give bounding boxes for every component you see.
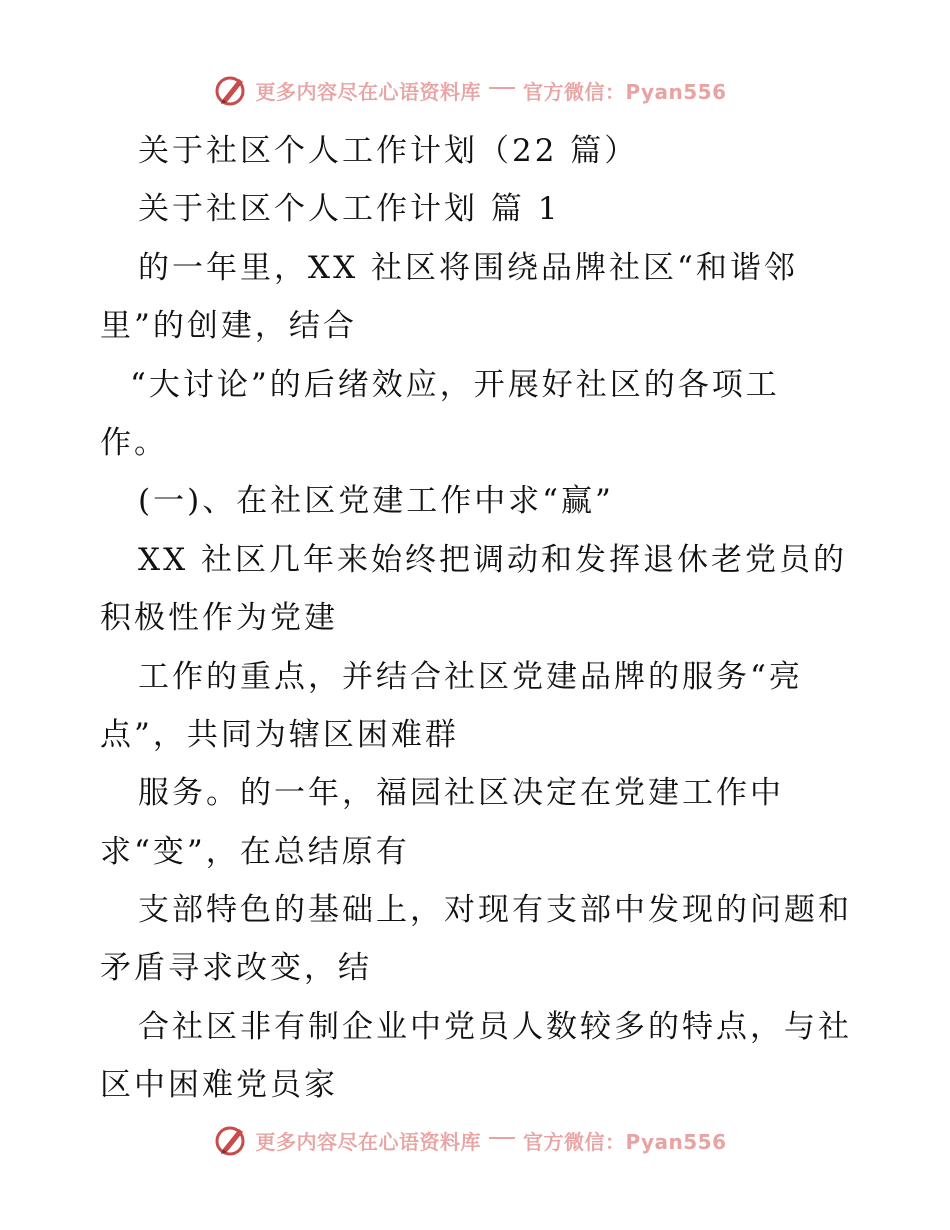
document-body bbox=[100, 122, 860, 1115]
paragraph-line: XX 社区几年来始终把调动和发挥退休老党员的 bbox=[138, 541, 847, 578]
banner-contact-text: 官方微信：Pyan556 bbox=[522, 1129, 727, 1154]
paragraph-line: 支部特色的基础上，对现有支部中发现的问题和 bbox=[138, 892, 852, 929]
banner-dash bbox=[489, 1137, 515, 1139]
banner-dash bbox=[489, 87, 515, 89]
paragraph-line: 里”的创建，结合 bbox=[100, 308, 357, 345]
paragraph-line: 积极性作为党建 bbox=[100, 600, 338, 637]
section-heading: 关于社区个人工作计划 篇 1 bbox=[138, 191, 561, 228]
banner-main-text: 更多内容尽在心语资料库 bbox=[255, 1129, 481, 1154]
banner-main-text: 更多内容尽在心语资料库 bbox=[255, 79, 481, 104]
paragraph-line: 求“变”，在总结原有 bbox=[100, 833, 410, 870]
paragraph-line: 的一年里，XX 社区将围绕品牌社区“和谐邻 bbox=[138, 249, 798, 286]
paragraph-line: 服务。的一年，福园社区决定在党建工作中 bbox=[138, 775, 784, 812]
footer-banner bbox=[0, 1120, 950, 1160]
pen-circle-logo-icon bbox=[213, 73, 249, 107]
document-title: 关于社区个人工作计划（22 篇） bbox=[138, 133, 639, 169]
paragraph-line: 矛盾寻求改变，结 bbox=[100, 950, 372, 987]
subsection-heading: (一)、在社区党建工作中求“赢” bbox=[138, 483, 614, 520]
paragraph-line: 工作的重点，并结合社区党建品牌的服务“亮 bbox=[138, 658, 803, 695]
paragraph-line: 合社区非有制企业中党员人数较多的特点，与社 bbox=[138, 1008, 852, 1045]
banner-contact-text: 官方微信：Pyan556 bbox=[522, 79, 727, 104]
pen-circle-logo-icon bbox=[213, 1123, 249, 1157]
header-banner-content bbox=[213, 73, 726, 107]
paragraph-line: 区中困难党员家 bbox=[100, 1067, 338, 1104]
paragraph-line: 作。 bbox=[100, 424, 168, 461]
paragraph-line: “大讨论”的后绪效应，开展好社区的各项工 bbox=[130, 366, 780, 403]
paragraph-line: 点”，共同为辖区困难群 bbox=[100, 716, 459, 753]
footer-banner-content bbox=[213, 1123, 726, 1157]
header-banner bbox=[0, 70, 950, 110]
